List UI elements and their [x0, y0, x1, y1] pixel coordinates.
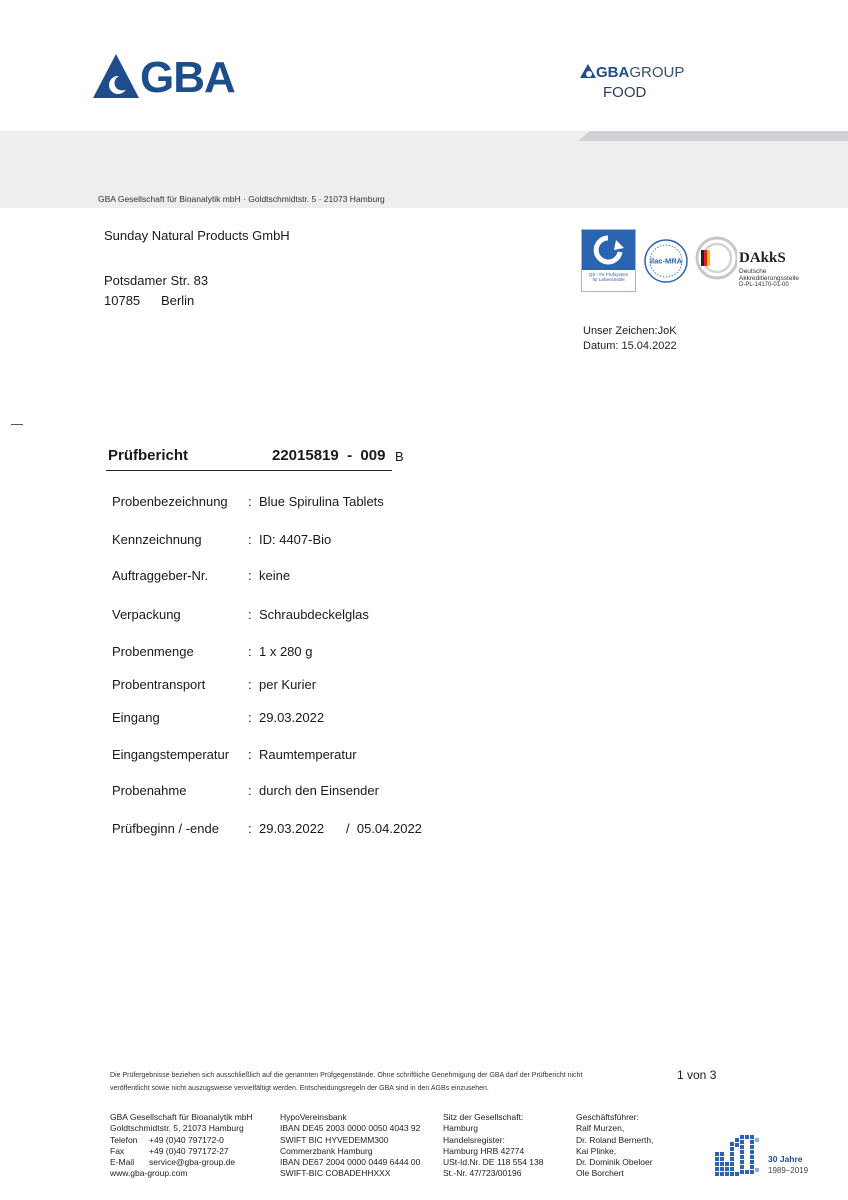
bank-line: SWIFT-BIC COBADEHHXXX — [280, 1168, 391, 1179]
footer-seat-column — [443, 1112, 543, 1180]
detail-colon: : — [248, 783, 252, 798]
anniversary-years: 1989–2019 — [768, 1166, 809, 1175]
ilac-label: ilac-MRA — [649, 256, 683, 266]
company-website[interactable]: www.gba-group.com — [110, 1168, 188, 1179]
gba-group-triangle-icon — [580, 64, 596, 78]
detail-row-verpackung — [112, 607, 532, 625]
management-line: Dr. Roland Bernerth, — [576, 1134, 654, 1145]
seat-line: Handelsregister: — [443, 1134, 505, 1145]
detail-label: Probenahme — [112, 783, 187, 798]
management-line: Kai Plinke, — [576, 1145, 617, 1156]
sender-return-address: GBA Gesellschaft für Bioanalytik mbH · Goldtschmidtstr. 5 · 21073 Hamburg — [98, 194, 385, 204]
detail-label: Probentransport — [112, 677, 206, 692]
report-number: 22015819 - 009 — [272, 447, 386, 464]
detail-label: Prüfbeginn / -ende — [112, 821, 219, 836]
detail-value: ID: 4407-Bio — [259, 532, 332, 547]
detail-row-eingang — [112, 710, 532, 728]
reference-zeichen: Unser Zeichen:JoK — [583, 325, 677, 337]
company-email: E-Mail service@gba-group.de — [110, 1157, 236, 1168]
detail-label: Eingangstemperatur — [112, 747, 230, 762]
company-fax: Fax +49 (0)40 797172-27 — [110, 1145, 229, 1156]
qs-caption: QS - Ihr Prüfsystem für Lebensmittel — [588, 272, 629, 282]
dakks-rings-icon — [695, 236, 737, 280]
footer-company-column — [110, 1112, 253, 1180]
bank-line: IBAN DE67 2004 0000 0449 6444 00 — [280, 1157, 421, 1168]
detail-row-pruefbeginn — [112, 821, 532, 839]
seat-line: Hamburg — [443, 1123, 478, 1134]
detail-colon: : — [248, 747, 252, 762]
gba-logo — [92, 52, 267, 104]
gba-wordmark: GBA — [140, 53, 235, 102]
detail-value: durch den Einsender — [259, 783, 379, 798]
anniversary-badge — [713, 1130, 823, 1182]
report-suffix: B — [395, 449, 404, 464]
disclaimer-line-1: Die Prüfergebnisse beziehen sich ausschließlich auf die genannten Prüfgegenstände. Ohne schriftliche Genehmigung der GBA darf der Prüfbericht nicht — [110, 1072, 583, 1079]
bank-line: HypoVereinsbank — [280, 1112, 347, 1122]
company-name: GBA Gesellschaft für Bioanalytik mbH — [110, 1112, 253, 1122]
ilac-globe-icon — [643, 238, 689, 284]
management-line: Geschäftsführer: — [576, 1112, 639, 1122]
detail-row-probenmenge — [112, 644, 532, 662]
dakks-line2: Akkreditierungsstelle — [739, 275, 799, 282]
detail-label: Probenbezeichnung — [112, 494, 228, 509]
detail-value: 1 x 280 g — [259, 644, 313, 659]
seat-line: Hamburg HRB 42774 — [443, 1145, 525, 1156]
dakks-logo — [695, 236, 807, 292]
detail-label: Auftraggeber-Nr. — [112, 568, 209, 583]
fold-mark — [11, 424, 23, 425]
detail-row-eingangstemperatur — [112, 747, 532, 765]
recipient-zip: 10785 — [104, 293, 141, 308]
dakks-name: DAkkS — [739, 250, 786, 266]
seat-line: Sitz der Gesellschaft: — [443, 1112, 524, 1122]
dakks-accreditation-id: D-PL-14170-01-00 — [739, 282, 789, 288]
detail-row-kennzeichnung — [112, 532, 532, 550]
detail-value: Schraubdeckelglas — [259, 607, 369, 622]
detail-value: keine — [259, 568, 291, 583]
management-line: Ralf Murzen, — [576, 1123, 625, 1134]
detail-value: Raumtemperatur — [259, 747, 357, 762]
page-number: 1 von 3 — [677, 1068, 717, 1082]
dakks-line1: Deutsche — [739, 268, 767, 275]
detail-row-auftraggeber — [112, 568, 532, 586]
detail-colon: : — [248, 568, 252, 583]
detail-colon: : — [248, 710, 252, 725]
gba-group-food-logo — [580, 64, 710, 104]
group-suffix: GROUP — [629, 64, 685, 81]
qs-arrow-icon — [582, 230, 635, 270]
detail-label: Kennzeichnung — [112, 532, 202, 547]
anniversary-title: 30 Jahre — [768, 1154, 803, 1164]
detail-row-probentransport — [112, 677, 532, 695]
detail-label: Verpackung — [112, 607, 181, 622]
ilac-mra-logo — [643, 238, 689, 284]
detail-colon: : — [248, 821, 252, 836]
qs-certification-logo — [581, 229, 636, 292]
report-title-rule — [106, 470, 392, 471]
detail-value: 29.03.2022 — [259, 710, 325, 725]
report-title: Prüfbericht — [108, 447, 189, 464]
detail-label: Probenmenge — [112, 644, 194, 659]
gba-triangle-icon — [92, 52, 140, 100]
recipient-name: Sunday Natural Products GmbH — [104, 228, 290, 243]
recipient-street: Potsdamer Str. 83 — [104, 273, 209, 288]
management-line: Ole Borchert — [576, 1168, 624, 1179]
management-line: Dr. Dominik Obeloer — [576, 1157, 653, 1168]
bank-line: IBAN DE45 2003 0000 0050 4043 92 — [280, 1123, 421, 1134]
anniversary-30-icon — [713, 1130, 765, 1182]
seat-line: St.-Nr. 47/723/00196 — [443, 1168, 522, 1179]
detail-colon: : — [248, 607, 252, 622]
company-address: Goldtschmidtstr. 5, 21073 Hamburg — [110, 1123, 244, 1134]
group-brand: GBA — [596, 64, 630, 81]
detail-colon: : — [248, 677, 252, 692]
detail-row-probenahme — [112, 783, 532, 801]
detail-label: Eingang — [112, 710, 160, 725]
detail-value: 29.03.2022 — [259, 821, 325, 836]
reference-date: Datum: 15.04.2022 — [583, 340, 677, 352]
detail-row-probenbezeichnung — [112, 494, 532, 512]
detail-value: Blue Spirulina Tablets — [259, 494, 384, 509]
header-band-accent — [578, 131, 848, 141]
disclaimer-line-2: veröffentlicht sowie nicht auszugsweise vervielfältigt werden. Entscheidungsregeln der GBA sind in den AGBs einzusehen. — [110, 1085, 489, 1092]
detail-colon: : — [248, 644, 252, 659]
detail-colon: : — [248, 494, 252, 509]
detail-value: per Kurier — [259, 677, 317, 692]
bank-line: Commerzbank Hamburg — [280, 1145, 373, 1156]
footer-bank-column — [280, 1112, 420, 1180]
detail-colon: : — [248, 532, 252, 547]
company-phone: Telefon +49 (0)40 797172-0 — [110, 1134, 224, 1145]
footer-management-column — [576, 1112, 653, 1180]
seat-line: USt-Id.Nr. DE 118 554 138 — [443, 1157, 544, 1168]
recipient-city: Berlin — [161, 293, 195, 308]
bank-line: SWIFT BIC HYVEDEMM300 — [280, 1134, 389, 1145]
detail-value-end: / 05.04.2022 — [346, 821, 422, 836]
group-division: FOOD — [603, 84, 647, 101]
